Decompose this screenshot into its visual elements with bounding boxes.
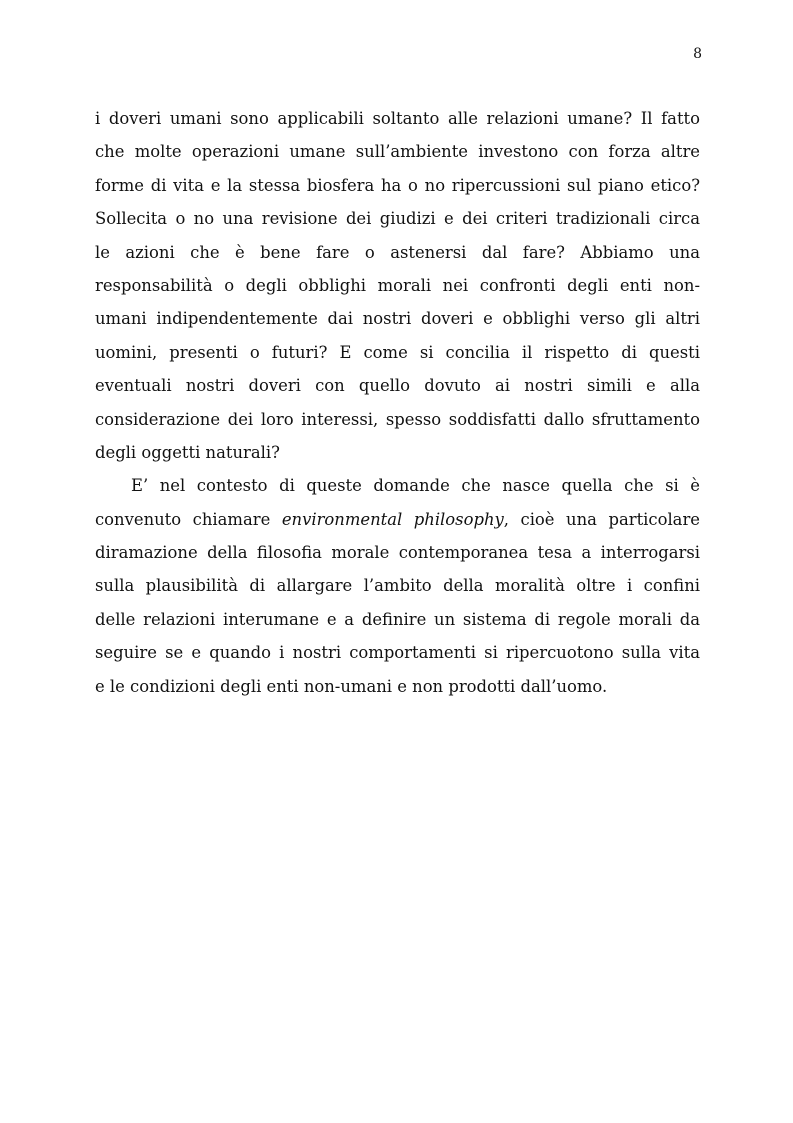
text-line: diramazione della filosofia morale contemporanea tesa a interrogarsi <box>95 543 700 563</box>
italic-term: environmental philosophy <box>281 509 504 529</box>
paragraph <box>95 102 700 469</box>
text-line: umani indipendentemente dai nostri doveri e obblighi verso gli altri <box>95 309 700 329</box>
text-line: degli oggetti naturali? <box>95 442 280 462</box>
page-number: 8 <box>693 46 702 62</box>
text-line-with-italic <box>95 503 700 536</box>
text-line: che molte operazioni umane sull’ambiente investono con forza altre <box>95 142 700 162</box>
text-line: forme di vita e la stessa biosfera ha o no ripercussioni sul piano etico? <box>95 175 700 195</box>
text-segment: convenuto chiamare <box>95 509 282 529</box>
text-line: delle relazioni interumane e a definire un sistema di regole morali da <box>95 609 700 629</box>
body-text <box>95 102 700 703</box>
text-line: eventuali nostri doveri con quello dovuto ai nostri simili e alla <box>95 376 700 396</box>
text-line: i doveri umani sono applicabili soltanto alle relazioni umane? Il fatto <box>95 109 700 128</box>
text-line: seguire se e quando i nostri comportamenti si ripercuotono sulla vita <box>95 643 700 663</box>
text-segment: , cioè una particolare <box>503 509 700 529</box>
paragraph <box>95 469 700 703</box>
text-line: E’ nel contesto di queste domande che nasce quella che si è <box>131 476 700 496</box>
text-line: responsabilità o degli obblighi morali nei confronti degli enti non- <box>95 275 700 295</box>
text-line: Sollecita o no una revisione dei giudizi e dei criteri tradizionali circa <box>95 209 700 229</box>
text-line: e le condizioni degli enti non-umani e non prodotti dall’uomo. <box>95 676 608 696</box>
text-line: le azioni che è bene fare o astenersi dal fare? Abbiamo una <box>95 242 700 262</box>
text-line: sulla plausibilità di allargare l’ambito della moralità oltre i confini <box>95 576 700 596</box>
text-line: uomini, presenti o futuri? E come si concilia il rispetto di questi <box>95 342 700 362</box>
text-line: considerazione dei loro interessi, spesso soddisfatti dallo sfruttamento <box>95 409 700 429</box>
